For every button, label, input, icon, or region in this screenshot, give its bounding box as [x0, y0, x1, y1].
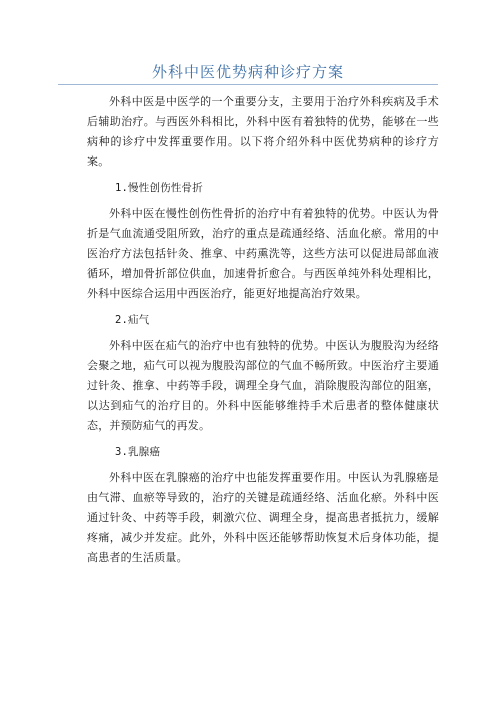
section-body-2: 外科中医在疝气的治疗中也有独特的优势。中医认为腹股沟为经络会聚之地，疝气可以视为腹股沟部位的气血不畅所致。中医治疗主要通过针灸、推拿、中药等手段，调理全身气血，消除腹股沟部位的阻塞，以达到疝气的治疗目的。外科中医能够维持手术后患者的整体健康状态，并预防疝气的再发。	[87, 339, 439, 432]
document-body	[87, 92, 439, 574]
section-body-3: 外科中医在乳腺癌的治疗中也能发挥重要作用。中医认为乳腺癌是由气滞、血瘀等导致的，治疗的关键是疏通经络、活血化瘀。外科中医通过针灸、中药等手段，刺激穴位、调理全身，提高患者抵抗力，缓解疼痛，减少并发症。此外，外科中医还能够帮助恢复术后身体功能，提高患者的生活质量。	[87, 471, 439, 564]
intro-paragraph: 外科中医是中医学的一个重要分支，主要用于治疗外科疾病及手术后辅助治疗。与西医外科相比，外科中医有着独特的优势，能够在一些病种的诊疗中发挥重要作用。以下将介绍外科中医优势病种的诊疗方案。	[87, 95, 439, 168]
document-title: 外科中医优势病种诊疗方案	[151, 63, 344, 81]
title-divider	[58, 84, 438, 85]
section-heading-1: 1.慢性创伤性骨折	[115, 182, 203, 194]
section-body-1: 外科中医在慢性创伤性骨折的治疗中有着独特的优势。中医认为骨折是气血流通受阻所致，治疗的重点是疏通经络、活血化瘀。常用的中医治疗方法包括针灸、推拿、中药熏洗等，这些方法可以促进局部血液循环，增加骨折部位供血，加速骨折愈合。与西医单纯外科处理相比，外科中医综合运用中西医治疗，能更好地提高治疗效果。	[87, 207, 439, 300]
section-heading-3: 3.乳腺癌	[115, 446, 161, 458]
section-heading-2: 2.疝气	[115, 314, 150, 326]
